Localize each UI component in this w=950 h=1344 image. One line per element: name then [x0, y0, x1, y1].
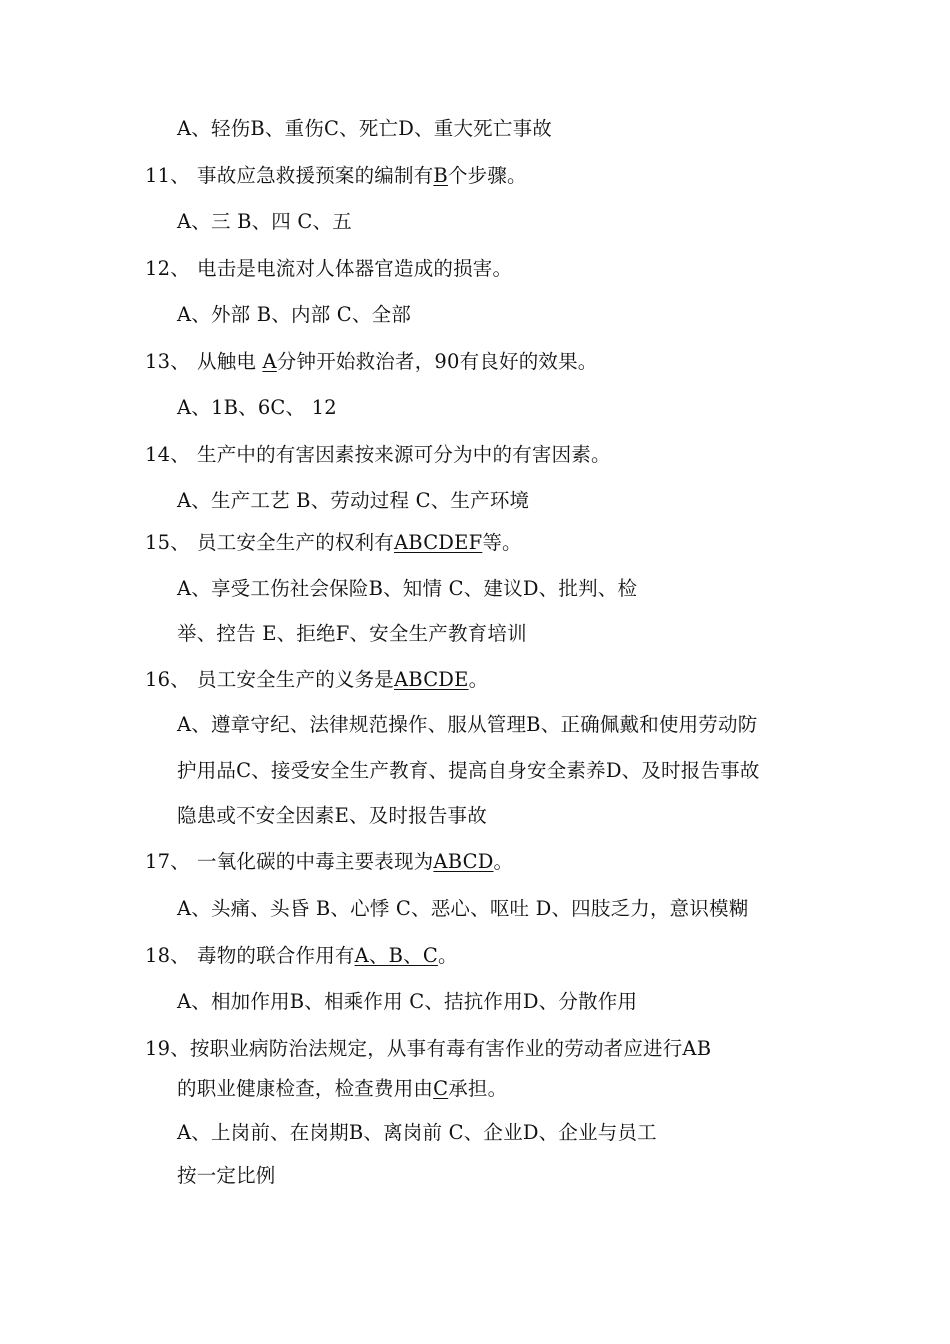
question-17: 17、 一氧化碳的中毒主要表现为ABCD。	[145, 850, 514, 873]
q19-options-line-2: 按一定比例	[177, 1164, 276, 1187]
question-13: 13、 从触电 A分钟开始救治者，90有良好的效果。	[145, 350, 598, 373]
question-11: 11、 事故应急救援预案的编制有B个步骤。	[145, 164, 527, 187]
question-15: 15、 员工安全生产的权利有ABCDEF等。	[145, 531, 522, 554]
answer-underlined: ABCDE	[394, 668, 469, 691]
q14-options: A、生产工艺 B、劳动过程 C、生产环境	[177, 489, 530, 512]
q16-options-line-3: 隐患或不安全因素E、及时报告事故	[177, 804, 487, 827]
q17-options: A、头痛、头昏 B、心悸 C、恶心、呕吐 D、四肢乏力，意识模糊	[177, 897, 749, 920]
q19-options-line-1: A、上岗前、在岗期B、离岗前 C、企业D、企业与员工	[177, 1121, 657, 1144]
answer-underlined: B	[433, 164, 448, 187]
q16-options-line-1: A、遵章守纪、法律规范操作、服从管理B、正确佩戴和使用劳动防	[177, 713, 758, 736]
q10-options: A、轻伤B、重伤C、死亡D、重大死亡事故	[177, 117, 552, 140]
question-19-continued: 的职业健康检查，检查费用由C承担。	[177, 1077, 508, 1100]
question-number: 11、	[145, 164, 190, 187]
q15-options-line-1: A、享受工伤社会保险B、知情 C、建议D、批判、检	[177, 577, 638, 600]
q16-options-line-2: 护用品C、接受安全生产教育、提高自身安全素养D、及时报告事故	[177, 759, 760, 782]
question-number: 12、	[145, 257, 190, 280]
question-number: 16、	[145, 668, 190, 691]
answer-underlined: A、B、C	[354, 944, 438, 967]
question-16: 16、 员工安全生产的义务是ABCDE。	[145, 668, 489, 691]
question-number: 18、	[145, 944, 190, 967]
q15-options-line-2: 举、控告 E、拒绝F、安全生产教育培训	[177, 622, 527, 645]
question-number: 17、	[145, 850, 190, 873]
question-number: 19、	[145, 1037, 190, 1060]
question-14: 14、 生产中的有害因素按来源可分为中的有害因素。	[145, 443, 611, 466]
answer-underlined: ABCDEF	[394, 531, 483, 554]
question-12: 12、 电击是电流对人体器官造成的损害。	[145, 257, 513, 280]
question-number: 14、	[145, 443, 190, 466]
q12-options: A、外部 B、内部 C、全部	[177, 303, 412, 326]
answer-underlined: A	[262, 350, 277, 373]
q18-options: A、相加作用B、相乘作用 C、拮抗作用D、分散作用	[177, 990, 638, 1013]
question-18: 18、 毒物的联合作用有A、B、C。	[145, 944, 458, 967]
q13-options: A、1B、6C、 12	[177, 396, 337, 419]
question-number: 15、	[145, 531, 190, 554]
question-number: 13、	[145, 350, 190, 373]
question-19: 19、按职业病防治法规定，从事有毒有害作业的劳动者应进行AB	[145, 1037, 712, 1060]
q11-options: A、三 B、四 C、五	[177, 210, 352, 233]
answer-underlined: C	[433, 1077, 449, 1100]
answer-underlined: ABCD	[433, 850, 494, 873]
